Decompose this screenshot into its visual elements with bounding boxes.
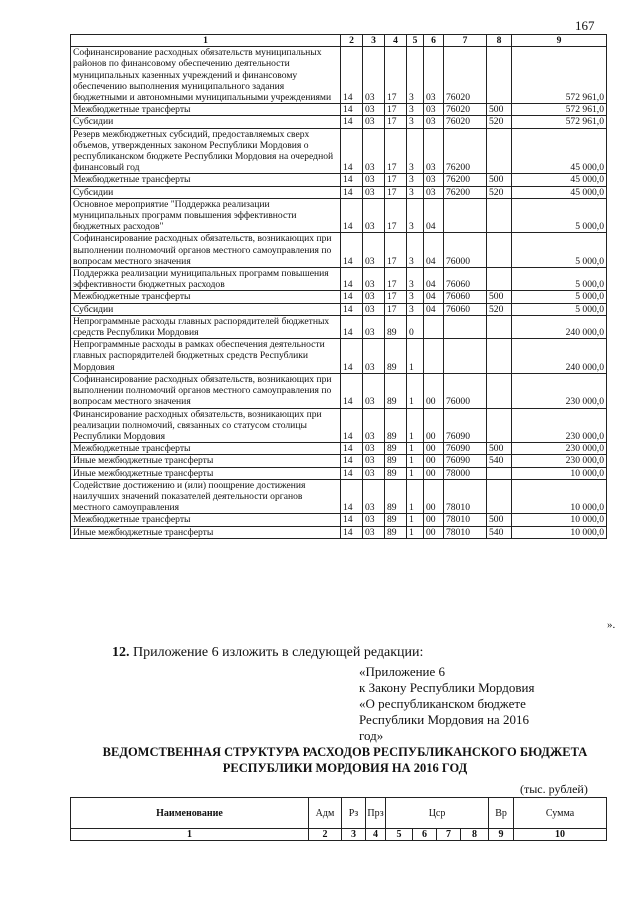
table-row [71,174,607,186]
code-cell [424,315,444,338]
appendix-line: год» [359,728,384,743]
code-cell: 00 [424,408,444,443]
code-cell: 89 [385,373,407,408]
code-cell: 89 [385,514,407,526]
row-name: Межбюджетные трансферты [71,443,341,455]
code-cell: 3 [407,233,424,268]
table-row [71,116,607,128]
code-cell: 14 [341,467,363,479]
code-cell: 76060 [444,303,487,315]
col-header: 5 [407,35,424,47]
table-header-row [71,35,607,47]
table-row [71,315,607,338]
code-cell: 14 [341,373,363,408]
code-cell: 14 [341,47,363,104]
code-cell: 04 [424,268,444,291]
code-cell: 17 [385,47,407,104]
code-cell: 76090 [444,408,487,443]
amendment-paragraph [112,645,423,661]
amount-cell: 230 000,0 [512,443,607,455]
code-cell [487,408,512,443]
code-cell: 03 [363,315,385,338]
code-cell [487,315,512,338]
amount-cell: 5 000,0 [512,303,607,315]
row-name: Межбюджетные трансферты [71,514,341,526]
code-cell: 03 [363,339,385,374]
column-number: 7 [437,829,461,841]
row-name: Непрограммные расходы главных распорядителей бюджетных средств Республики Мордовия [71,315,341,338]
code-cell: 14 [341,198,363,233]
amount-cell: 10 000,0 [512,479,607,514]
table-row [71,303,607,315]
code-cell: 76090 [444,443,487,455]
row-name: Софинансирование расходных обязательств, возникающих при выполнении полномочий органов местного самоуправления по вопросам местного значения [71,233,341,268]
code-cell: 03 [363,104,385,116]
table-row [71,186,607,198]
code-cell: 00 [424,443,444,455]
code-cell: 76200 [444,128,487,174]
code-cell: 00 [424,373,444,408]
code-cell: 89 [385,339,407,374]
code-cell: 03 [363,467,385,479]
code-cell: 14 [341,514,363,526]
code-cell: 3 [407,128,424,174]
row-name: Поддержка реализации муниципальных программ повышения эффективности бюджетных расходов [71,268,341,291]
amount-cell: 240 000,0 [512,339,607,374]
code-cell: 17 [385,303,407,315]
code-cell: 500 [487,291,512,303]
code-cell: 540 [487,526,512,538]
code-cell [487,233,512,268]
code-cell: 500 [487,104,512,116]
code-cell: 1 [407,479,424,514]
header-name: Наименование [71,798,309,829]
code-cell: 17 [385,233,407,268]
code-cell: 14 [341,116,363,128]
code-cell: 76000 [444,373,487,408]
code-cell: 0 [407,315,424,338]
code-cell [487,339,512,374]
row-name: Иные межбюджетные трансферты [71,455,341,467]
code-cell [444,198,487,233]
code-cell: 03 [363,443,385,455]
code-cell: 14 [341,291,363,303]
code-cell [444,339,487,374]
code-cell: 500 [487,514,512,526]
header-adm: Адм [309,798,342,829]
code-cell: 3 [407,198,424,233]
code-cell: 76200 [444,174,487,186]
column-number: 3 [342,829,366,841]
code-cell: 14 [341,128,363,174]
amount-cell: 45 000,0 [512,186,607,198]
code-cell: 17 [385,128,407,174]
page-number: 167 [575,18,595,33]
column-number: 1 [71,829,309,841]
section-title [60,744,630,776]
code-cell: 17 [385,104,407,116]
code-cell: 1 [407,526,424,538]
code-cell: 78010 [444,479,487,514]
col-header: 9 [512,35,607,47]
table-row [71,268,607,291]
code-cell: 1 [407,339,424,374]
code-cell: 00 [424,526,444,538]
code-cell: 76060 [444,291,487,303]
amount-cell: 5 000,0 [512,198,607,233]
code-cell: 89 [385,455,407,467]
code-cell: 00 [424,479,444,514]
code-cell: 3 [407,174,424,186]
row-name: Субсидии [71,186,341,198]
table-row [71,526,607,538]
code-cell: 76020 [444,116,487,128]
table-row [71,479,607,514]
col-header: 1 [71,35,341,47]
row-name: Межбюджетные трансферты [71,174,341,186]
code-cell: 17 [385,198,407,233]
code-cell: 78000 [444,467,487,479]
row-name: Основное мероприятие "Поддержка реализации муниципальных программ повышения эффективности бюджетных расходов" [71,198,341,233]
appendix-reference [359,664,534,744]
code-cell: 3 [407,186,424,198]
code-cell: 1 [407,514,424,526]
code-cell: 04 [424,198,444,233]
table-row [71,408,607,443]
code-cell: 17 [385,291,407,303]
title-line: РЕСПУБЛИКИ МОРДОВИЯ НА 2016 ГОД [222,761,468,775]
code-cell: 3 [407,291,424,303]
code-cell: 78010 [444,526,487,538]
code-cell: 3 [407,116,424,128]
code-cell: 1 [407,467,424,479]
code-cell: 520 [487,186,512,198]
unit-label: (тыс. рублей) [520,782,588,796]
code-cell: 76090 [444,455,487,467]
row-name: Межбюджетные трансферты [71,104,341,116]
col-header: 6 [424,35,444,47]
code-cell: 89 [385,408,407,443]
table-row [71,455,607,467]
amount-cell: 572 961,0 [512,104,607,116]
code-cell: 540 [487,455,512,467]
code-cell: 520 [487,303,512,315]
row-name: Иные межбюджетные трансферты [71,467,341,479]
column-number-row [71,829,607,841]
code-cell: 76060 [444,268,487,291]
code-cell: 03 [363,186,385,198]
code-cell: 14 [341,479,363,514]
code-cell: 03 [424,116,444,128]
code-cell: 76000 [444,233,487,268]
code-cell: 03 [363,116,385,128]
amount-cell: 230 000,0 [512,373,607,408]
code-cell [487,47,512,104]
code-cell [444,315,487,338]
code-cell: 500 [487,174,512,186]
code-cell: 17 [385,268,407,291]
paragraph-text: Приложение 6 изложить в следующей редакции: [133,645,424,660]
column-number: 4 [366,829,386,841]
amount-cell: 10 000,0 [512,514,607,526]
amount-cell: 10 000,0 [512,467,607,479]
row-name: Софинансирование расходных обязательств муниципальных районов по финансовому обеспечению деятельности муниципальных казенных учреждений и финансовому обеспечению выполнения муниципального задания бюджетными и автономными муниципальными учреждениями [71,47,341,104]
table-row [71,443,607,455]
code-cell: 03 [363,526,385,538]
row-name: Резерв межбюджетных субсидий, предоставляемых сверх объемов, утвержденных законом Республики Мордовия о республиканском бюджете Республики Мордовия на очередной финансовый год [71,128,341,174]
row-name: Непрограммные расходы в рамках обеспечения деятельности главных распорядителей бюджетных средств Республики Мордовия [71,339,341,374]
code-cell: 03 [363,373,385,408]
code-cell: 3 [407,268,424,291]
code-cell: 14 [341,174,363,186]
code-cell: 03 [363,408,385,443]
appendix-line: к Закону Республики Мордовия [359,680,535,695]
code-cell: 3 [407,47,424,104]
row-name: Финансирование расходных обязательств, возникающих при реализации полномочий, связанных со статусом столицы Республики Мордовия [71,408,341,443]
code-cell: 14 [341,303,363,315]
col-header: 3 [363,35,385,47]
code-cell: 520 [487,116,512,128]
table-row [71,47,607,104]
code-cell: 14 [341,443,363,455]
row-name: Межбюджетные трансферты [71,291,341,303]
code-cell: 03 [363,47,385,104]
column-number: 10 [514,829,607,841]
appendix-line: «О республиканском бюджете [359,696,526,711]
column-number: 6 [413,829,437,841]
table-row [71,233,607,268]
row-name: Содействие достижению и (или) поощрение достижения наилучших значений показателей деятельности органов местного самоуправления [71,479,341,514]
code-cell: 500 [487,443,512,455]
appendix-line: Республики Мордовия на 2016 [359,712,529,727]
row-name: Субсидии [71,303,341,315]
amount-cell: 10 000,0 [512,526,607,538]
amount-cell: 5 000,0 [512,291,607,303]
col-header: 7 [444,35,487,47]
code-cell: 1 [407,455,424,467]
code-cell: 03 [424,47,444,104]
header-vr: Вр [489,798,514,829]
code-cell: 14 [341,233,363,268]
budget-table [70,34,607,539]
code-cell [487,268,512,291]
code-cell: 00 [424,455,444,467]
code-cell: 78010 [444,514,487,526]
code-cell: 17 [385,116,407,128]
closing-quote-mark: ». [607,619,616,631]
code-cell: 04 [424,303,444,315]
amount-cell: 5 000,0 [512,233,607,268]
code-cell: 14 [341,339,363,374]
code-cell: 1 [407,373,424,408]
amount-cell: 230 000,0 [512,408,607,443]
code-cell: 89 [385,526,407,538]
code-cell: 04 [424,291,444,303]
table-row [71,128,607,174]
code-cell [487,467,512,479]
col-header: 4 [385,35,407,47]
table-row [71,198,607,233]
code-cell: 14 [341,408,363,443]
code-cell [487,373,512,408]
header-sum: Сумма [514,798,607,829]
table-row [71,104,607,116]
code-cell: 03 [363,233,385,268]
title-line: ВЕДОМСТВЕННАЯ СТРУКТУРА РАСХОДОВ РЕСПУБЛИКАНСКОГО БЮДЖЕТА [102,745,588,759]
code-cell: 89 [385,479,407,514]
code-cell: 17 [385,186,407,198]
table-row [71,373,607,408]
code-cell: 03 [363,303,385,315]
code-cell: 17 [385,174,407,186]
code-cell: 04 [424,233,444,268]
column-number: 5 [386,829,413,841]
code-cell: 03 [363,479,385,514]
code-cell: 14 [341,104,363,116]
structure-table-header [70,797,607,841]
code-cell: 14 [341,526,363,538]
amount-cell: 572 961,0 [512,116,607,128]
header-rz: Рз [342,798,366,829]
code-cell: 03 [363,198,385,233]
amount-cell: 45 000,0 [512,128,607,174]
header-csr: Цср [386,798,489,829]
row-name: Иные межбюджетные трансферты [71,526,341,538]
code-cell [487,128,512,174]
paragraph-number: 12. [112,645,130,660]
amount-cell: 45 000,0 [512,174,607,186]
table-row [71,339,607,374]
row-name: Софинансирование расходных обязательств, возникающих при выполнении полномочий органов местного самоуправления по вопросам местного значения [71,373,341,408]
code-cell: 89 [385,467,407,479]
code-cell: 76020 [444,47,487,104]
table-row [71,467,607,479]
code-cell: 89 [385,443,407,455]
code-cell: 03 [424,128,444,174]
code-cell: 1 [407,408,424,443]
code-cell: 89 [385,315,407,338]
code-cell: 03 [363,128,385,174]
code-cell: 76020 [444,104,487,116]
code-cell: 03 [424,186,444,198]
header-row [71,798,607,829]
code-cell: 14 [341,186,363,198]
amount-cell: 240 000,0 [512,315,607,338]
column-number: 2 [309,829,342,841]
table-row [71,291,607,303]
code-cell: 1 [407,443,424,455]
table-row [71,514,607,526]
code-cell: 3 [407,104,424,116]
amount-cell: 230 000,0 [512,455,607,467]
row-name: Субсидии [71,116,341,128]
code-cell: 76200 [444,186,487,198]
column-number: 9 [489,829,514,841]
amount-cell: 5 000,0 [512,268,607,291]
appendix-line: «Приложение 6 [359,664,446,679]
code-cell: 03 [363,291,385,303]
code-cell [424,339,444,374]
code-cell [487,198,512,233]
code-cell: 00 [424,467,444,479]
code-cell: 14 [341,455,363,467]
code-cell: 14 [341,315,363,338]
code-cell: 03 [363,455,385,467]
code-cell [487,479,512,514]
amount-cell: 572 961,0 [512,47,607,104]
code-cell: 14 [341,268,363,291]
header-prz: Прз [366,798,386,829]
code-cell: 3 [407,303,424,315]
code-cell: 03 [363,514,385,526]
code-cell: 03 [424,174,444,186]
code-cell: 03 [424,104,444,116]
col-header: 8 [487,35,512,47]
column-number: 8 [461,829,489,841]
code-cell: 03 [363,268,385,291]
code-cell: 00 [424,514,444,526]
code-cell: 03 [363,174,385,186]
col-header: 2 [341,35,363,47]
